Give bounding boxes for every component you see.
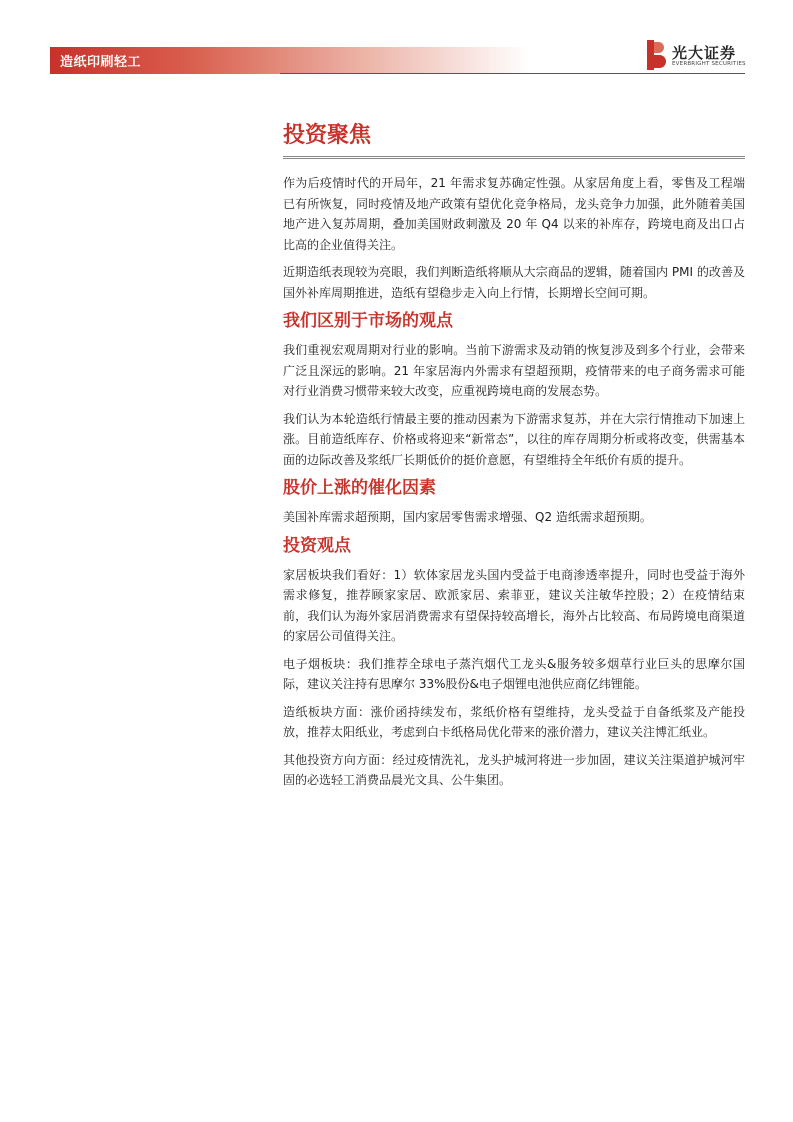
- views-paragraph-1: 家居板块我们看好：1）软体家居龙头国内受益于电商渗透率提升，同时也受益于海外需求修复，推荐顾家家居、欧派家居、索菲亚，建议关注敏华控股；2）在疫情结束前，我们认为海外家居消费需求有望保持较高增长，海外占比较高、布局跨境电商渠道的家居公司值得关注。: [283, 567, 745, 643]
- header-divider: [280, 73, 745, 74]
- section-title-catalyst: 股价上涨的催化因素: [283, 478, 436, 498]
- difference-paragraph-2: 我们认为本轮造纸行情最主要的推动因素为下游需求复苏，并在大宗行情推动下加速上涨。目前造纸库存、价格或将迎来“新常态”，以往的库存周期分析或将改变，供需基本面的边际改善及浆纸厂长期低价的挺价意愿，有望维持全年纸价有质的提升。: [283, 411, 745, 467]
- focus-paragraph-1: 作为后疫情时代的开局年，21 年需求复苏确定性强。从家居角度上看，零售及工程端已有所恢复，同时疫情及地产政策有望优化竞争格局，龙头竞争力加强，此外随着美国地产进入复苏周期，叠加美国财政刺激及 20 年 Q4 以来的补库存，跨境电商及出口占比高的企业值得关注。: [283, 176, 745, 252]
- catalyst-paragraph-1: 美国补库需求超预期，国内家居零售需求增强、Q2 造纸需求超预期。: [283, 510, 652, 524]
- everbright-logo: [645, 40, 755, 72]
- page-title: 投资聚焦: [283, 122, 745, 159]
- logo-cn-text: 光大证券: [672, 44, 737, 62]
- section-title-difference: 我们区别于市场的观点: [283, 311, 453, 331]
- views-paragraph-4: 其他投资方向方面：经过疫情洗礼，龙头护城河将进一步加固，建议关注渠道护城河牢固的必选轻工消费品晨光文具、公牛集团。: [283, 752, 745, 787]
- focus-paragraph-2: 近期造纸表现较为亮眼，我们判断造纸将顺从大宗商品的逻辑，随着国内 PMI 的改善及国外补库周期推进，造纸有望稳步走入向上行情，长期增长空间可期。: [283, 265, 745, 300]
- views-paragraph-3: 造纸板块方面：涨价函持续发布，浆纸价格有望维持，龙头受益于自备纸浆及产能投放，推荐太阳纸业，考虑到白卡纸格局优化带来的涨价潜力，建议关注博汇纸业。: [283, 704, 745, 739]
- views-paragraph-2: 电子烟板块：我们推荐全球电子蒸汽烟代工龙头&服务较多烟草行业巨头的思摩尔国际，建议关注持有思摩尔 33%股份&电子烟锂电池供应商亿纬锂能。: [283, 656, 745, 691]
- section-title-views: 投资观点: [283, 535, 351, 556]
- logo-en-text: EVERBRIGHT SECURITIES: [672, 61, 746, 67]
- sector-label: 造纸印刷轻工: [60, 55, 142, 70]
- everbright-logo-icon: [645, 40, 667, 70]
- header-band: [50, 47, 530, 74]
- report-content: [283, 122, 745, 798]
- difference-paragraph-1: 我们重视宏观周期对行业的影响。当前下游需求及动销的恢复涉及到多个行业，会带来广泛且深远的影响。21 年家居海内外需求有望超预期，疫情带来的电子商务需求可能对行业消费习惯带来较大改变，应重视跨境电商的发展态势。: [283, 343, 745, 398]
